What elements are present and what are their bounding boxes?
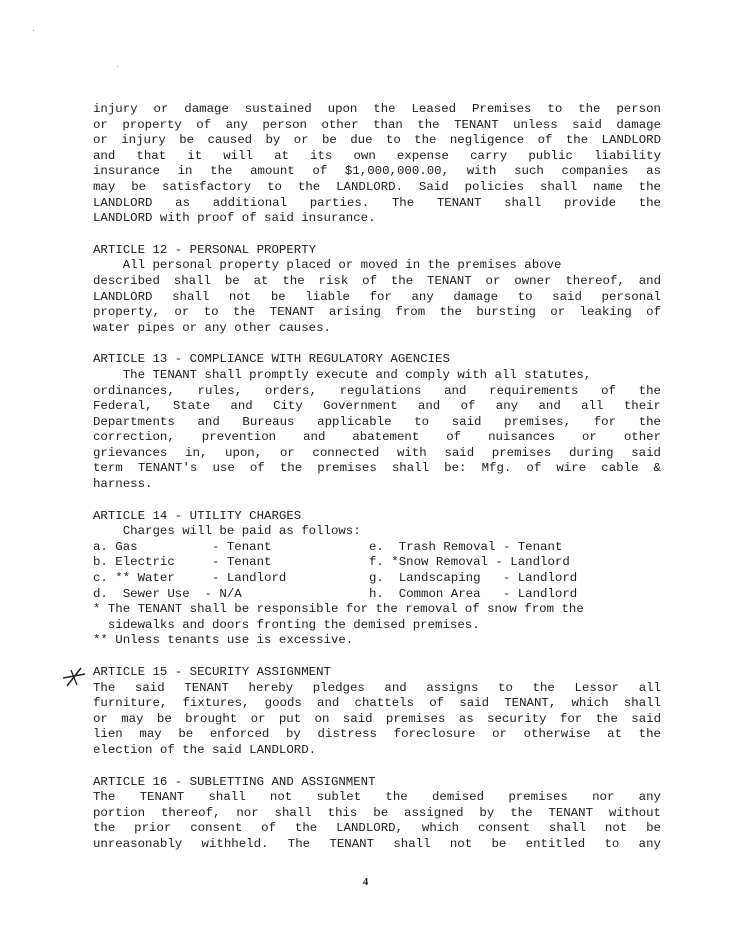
text-line: LANDLORD as additional parties. The TENANT shall provide the	[93, 195, 661, 210]
text-line: The TENANT shall promptly execute and comply with all statutes,	[93, 367, 592, 382]
text-line: harness.	[93, 477, 153, 492]
text-line: The TENANT shall not sublet the demised premises nor any	[93, 790, 661, 805]
footnote-line: * The TENANT shall be responsible for the removal of snow from the	[93, 602, 584, 617]
lease-page-body	[93, 102, 661, 853]
charge-item: g. Landscaping - Landlord	[369, 571, 578, 586]
text-line: The said TENANT hereby pledges and assigns to the Lessor all	[93, 680, 661, 695]
text-line: term TENANT's use of the premises shall be: Mfg. of wire cable &	[93, 461, 661, 476]
charges-row	[93, 555, 661, 571]
footnote-line: sidewalks and doors fronting the demised premises.	[93, 617, 480, 632]
text-line: may be satisfactory to the LANDLORD. Said policies shall name the	[93, 179, 661, 194]
page-number: 4	[362, 876, 369, 888]
text-line: the prior consent of the LANDLORD, which consent shall not be	[93, 821, 661, 836]
article-12-section	[93, 243, 661, 337]
article-heading: ARTICLE 15 - SECURITY ASSIGNMENT	[93, 665, 331, 679]
text-line: portion thereof, nor shall this be assigned by the TENANT without	[93, 805, 661, 820]
text-line: or may be brought or put on said premises as security for the said	[93, 711, 661, 726]
text-line: All personal property placed or moved in the premises above	[93, 258, 562, 273]
article-heading: ARTICLE 13 - COMPLIANCE WITH REGULATORY AGENCIES	[93, 352, 450, 367]
text-line: water pipes or any other causes.	[93, 320, 331, 335]
text-line: Charges will be paid as follows:	[93, 524, 361, 539]
text-line: ordinances, rules, orders, regulations and requirements of the	[93, 383, 661, 398]
charges-row	[93, 571, 661, 587]
text-line: grievances in, upon, or connected with said premises during said	[93, 445, 661, 460]
text-line: described shall be at the risk of the TENANT or owner thereof, and	[93, 273, 661, 288]
text-line: injury or damage sustained upon the Leased Premises to the person	[93, 102, 661, 116]
text-line: or property of any person other than the TENANT unless said damage	[93, 117, 661, 132]
text-line: LANDLORD with proof of said insurance.	[93, 211, 376, 226]
article-heading: ARTICLE 16 - SUBLETTING AND ASSIGNMENT	[93, 774, 376, 789]
scan-speck	[117, 66, 118, 67]
charge-item: h. Common Area - Landlord	[369, 586, 578, 601]
scan-speck	[33, 30, 34, 31]
article-14-section	[93, 509, 661, 649]
text-line: and that it will at its own expense carry public liability	[93, 148, 661, 163]
text-line: lien may be enforced by distress foreclosure or otherwise at the	[93, 727, 661, 742]
charge-item: a. Gas - Tenant	[93, 539, 272, 554]
text-line: LANDLORD shall not be liable for any damage to said personal	[93, 289, 661, 304]
text-line: unreasonably withheld. The TENANT shall not be entitled to any	[93, 836, 661, 851]
article-13-section	[93, 352, 661, 492]
text-line: Departments and Bureaus applicable to said premises, for the	[93, 414, 661, 429]
text-line: or injury be caused by or be due to the negligence of the LANDLORD	[93, 133, 661, 148]
charges-row	[93, 587, 661, 603]
footnote-line: ** Unless tenants use is excessive.	[93, 633, 354, 648]
handwritten-star-mark	[60, 665, 88, 689]
charge-item: c. ** Water - Landlord	[93, 571, 287, 586]
article-heading: ARTICLE 12 - PERSONAL PROPERTY	[93, 242, 317, 257]
article-15-section	[93, 665, 661, 759]
text-line: property, or to the TENANT arising from the bursting or leaking of	[93, 305, 661, 320]
charge-item: e. Trash Removal - Tenant	[369, 539, 563, 554]
charge-item: b. Electric - Tenant	[93, 555, 272, 570]
charge-item: f. *Snow Removal - Landlord	[369, 555, 570, 570]
article-16-section	[93, 775, 661, 853]
intro-paragraph	[93, 102, 661, 227]
text-line: insurance in the amount of $1,000,000.00, with such companies as	[93, 164, 661, 179]
text-line: Federal, State and City Government and of any and all their	[93, 399, 661, 414]
text-line: furniture, fixtures, goods and chattels of said TENANT, which shall	[93, 696, 661, 711]
text-line: election of the said LANDLORD.	[93, 742, 317, 757]
charges-row	[93, 540, 661, 556]
charge-item: d. Sewer Use - N/A	[93, 586, 242, 601]
text-line: correction, prevention and abatement of nuisances or other	[93, 430, 661, 445]
article-heading: ARTICLE 14 - UTILITY CHARGES	[93, 508, 302, 523]
